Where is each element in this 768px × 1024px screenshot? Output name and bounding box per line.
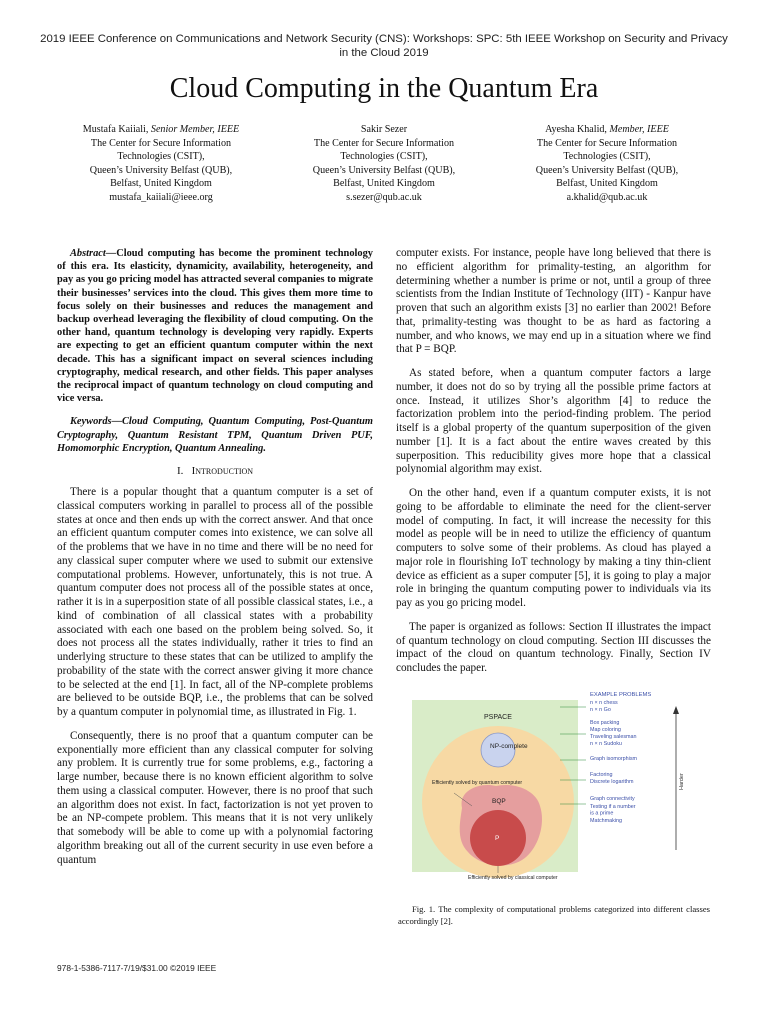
complexity-figure bbox=[410, 690, 686, 886]
p-label: P bbox=[495, 835, 500, 842]
author-affiliation: The Center for Secure Information bbox=[536, 137, 678, 149]
author-name-2: Sakir Sezer bbox=[360, 124, 408, 135]
author-affiliation: Queen’s University Belfast (QUB), bbox=[312, 164, 456, 176]
example-problem: Box packing bbox=[590, 720, 620, 726]
quantum-note bbox=[432, 780, 522, 786]
abstract bbox=[57, 247, 373, 405]
author-affiliation: Queen’s University Belfast (QUB), bbox=[89, 164, 233, 176]
paragraph: As stated before, when a quantum computer factors a large number, it does not do so by trying all the possible prime factors at once. Instead, it utilizes Shor’s algorithm [4] to reduce the factorization problem into the period-finding problem. The period itself is a global property of the quantum superposition of the given number [1]. It is a fact about the entire waves created by this superposition. This reducibility gives more hope that a classical polynomial algorithm may exist. bbox=[396, 367, 711, 476]
author-email-2: s.sezer@qub.ac.uk bbox=[346, 191, 422, 203]
bqp-label: BQP bbox=[492, 798, 506, 805]
example-problem: Factoring bbox=[590, 772, 613, 778]
conference-header: 2019 IEEE Conference on Communications and Network Security (CNS): Workshops: SPC: 5th IEEE Workshop on Security and Privacy in the Cloud 2019 bbox=[40, 33, 728, 59]
author-affiliation: Queen’s University Belfast (QUB), bbox=[535, 164, 679, 176]
example-problem: Traveling salesman bbox=[590, 734, 637, 740]
author-email-3: a.khalid@qub.ac.uk bbox=[566, 191, 648, 203]
keywords-text: Cloud Computing, Quantum Computing, Post-Quantum Cryptography, Quantum Resistant TPM, Quantum Driven PUF, Homomorphic Encryption, Quantum Annealing. bbox=[57, 416, 373, 454]
paragraph: computer exists. For instance, people have long believed that there is no efficient algorithm for primality-testing, an algorithm for determining whether a number is prime or not, until a group of three scientists from the Indian Institute of Technology (IIT) - Kanpur have proven that such an algorithm exists [3] no earlier than 2002! Before that, primality-testing was thought to be as hard as factoring a number, and who knows, we may end up in a situation where we find that P = BQP. bbox=[396, 247, 711, 356]
author-affiliation: Belfast, United Kingdom bbox=[333, 178, 435, 190]
author-affiliation: Belfast, United Kingdom bbox=[556, 178, 658, 190]
example-problem: Map coloring bbox=[590, 727, 621, 733]
author-affiliation: The Center for Secure Information bbox=[313, 137, 455, 149]
author-block-3 bbox=[492, 123, 722, 205]
right-column bbox=[396, 247, 711, 686]
author-affiliation: The Center for Secure Information bbox=[90, 137, 232, 149]
examples-header: EXAMPLE PROBLEMS bbox=[590, 692, 652, 698]
author-affiliation: Technologies (CSIT), bbox=[340, 151, 428, 163]
author-block-1 bbox=[46, 123, 276, 205]
abstract-text: Cloud computing has become the prominent technology of this era. Its elasticity, dynamicity, availability, heterogeneity, and pay as you go pricing model has attracted several companies to migrate their businesses’ services into the cloud. This gives them more time to focus solely on their businesses and reduces the management and backup overhead leveraging the flexibility of cloud computing. On the other hand, quantum technology is developing very rapidly. Experts are expecting to get an efficient quantum computer within the next decade. This has a significant impact on several sciences including cryptography, medical research, and other fields. This paper analyses the reciprocal impact of quantum technology on cloud computing and vice versa. bbox=[57, 248, 374, 405]
author-affiliation: Technologies (CSIT), bbox=[563, 151, 651, 163]
author-email-1: mustafa_kaiiali@ieee.org bbox=[109, 191, 213, 203]
keywords-label: Keywords— bbox=[70, 416, 122, 428]
example-problem: n × n Go bbox=[590, 707, 611, 713]
paragraph: Consequently, there is no proof that a quantum computer can be exponentially more efficient than any classical computer for solving any problem. It is currently true for some problems, e.g., factoring a large number, because there is no known efficient algorithm to solve them using a classical computer. However, there is no proof that such an algorithm does not exist. In fact, factorization is not yet proven to be an NP-compete problem. This means that it is not very unlikely that somebody will be able to come up with a polynomial factoring algorithm breaking out all of the current security in use even before a quantum bbox=[57, 729, 373, 866]
copyright-footer: 978-1-5386-7117-7/19/$31.00 ©2019 IEEE bbox=[57, 963, 217, 973]
abstract-label: Abstract— bbox=[70, 248, 117, 259]
quantum-note-text: Efficiently solved by quantum computer bbox=[432, 780, 523, 786]
pspace-label: PSPACE bbox=[484, 714, 512, 721]
np-complete-label: NP-complete bbox=[490, 743, 528, 750]
example-problem: Discrete logarithm bbox=[590, 779, 634, 785]
paper-title: Cloud Computing in the Quantum Era bbox=[169, 73, 599, 104]
example-problem: n × n chess bbox=[590, 700, 618, 706]
figure-caption: Fig. 1. The complexity of computational problems categorized into different classes accordingly [2]. bbox=[398, 904, 710, 926]
paragraph: On the other hand, even if a quantum computer exists, it is not going to be affordable to eliminate the need for the client-server model of computing. In fact, it will increase the necessity for this model as people will be in need to utilize the efficiency of quantum computers to solve some of their problems. As cloud has played a major role in flourishing IoT technology by making a tiny thin-client device as efficient as a super computer [5], it is going to play a major role in bringing the quantum computing power to individuals via its pay as you go pricing model. bbox=[396, 487, 711, 609]
paragraph: The paper is organized as follows: Section II illustrates the impact of quantum technology on cloud computing. Section III discusses the impact of the cloud on quantum technology. Finally, Section IV concludes the paper. bbox=[396, 620, 711, 674]
example-problem: Testing if a number is a prime bbox=[590, 804, 636, 817]
example-problem: Matchmaking bbox=[590, 818, 623, 824]
left-column bbox=[57, 247, 373, 877]
classical-note: Efficiently solved by classical computer bbox=[468, 875, 558, 881]
author-name-1: Mustafa Kaiiali, Senior Member, IEEE bbox=[82, 124, 240, 135]
example-problem: Graph connectivity bbox=[590, 796, 635, 802]
author-affiliation: Technologies (CSIT), bbox=[117, 151, 205, 163]
author-block-2 bbox=[269, 123, 499, 205]
np-complete-region bbox=[481, 733, 515, 767]
author-affiliation: Belfast, United Kingdom bbox=[110, 178, 212, 190]
section-heading-1: I. Introduction bbox=[176, 465, 254, 478]
example-problem: n × n Sudoku bbox=[590, 741, 622, 747]
harder-label: Harder bbox=[679, 773, 685, 790]
author-name-3: Ayesha Khalid, Member, IEEE bbox=[545, 124, 669, 135]
example-problem: Graph isomorphism bbox=[590, 756, 638, 762]
paragraph: There is a popular thought that a quantum computer is a set of classical computers working in parallel to process all of the possible states at once and then ends up with the correct answer. And that once an efficient quantum computer comes into existence, we can solve all of the problems that we have in no time and there will be no need for any classical super computer where we used to submit our extensive computational problems. However, unfortunately, this is not true. A quantum computer does not process all of the possible states at once, rather it is in a superposition state of all possible classical states, i.e., a kind of combination of all classical states with a probability associated with each one based on the problem being solved. So, it does not process all the states individually, rather it tries to find an underlying structure to these states that can be utilized to amplify the probability of the state with the correct answer giving it more chance to be selected at the end [1]. In fact, all of the NP-complete problems are believed to be outside BQP, i.e., the problems that can be solved by a quantum computer in polynomial time, as illustrated in Fig. 1. bbox=[57, 486, 373, 719]
keywords bbox=[57, 415, 373, 455]
